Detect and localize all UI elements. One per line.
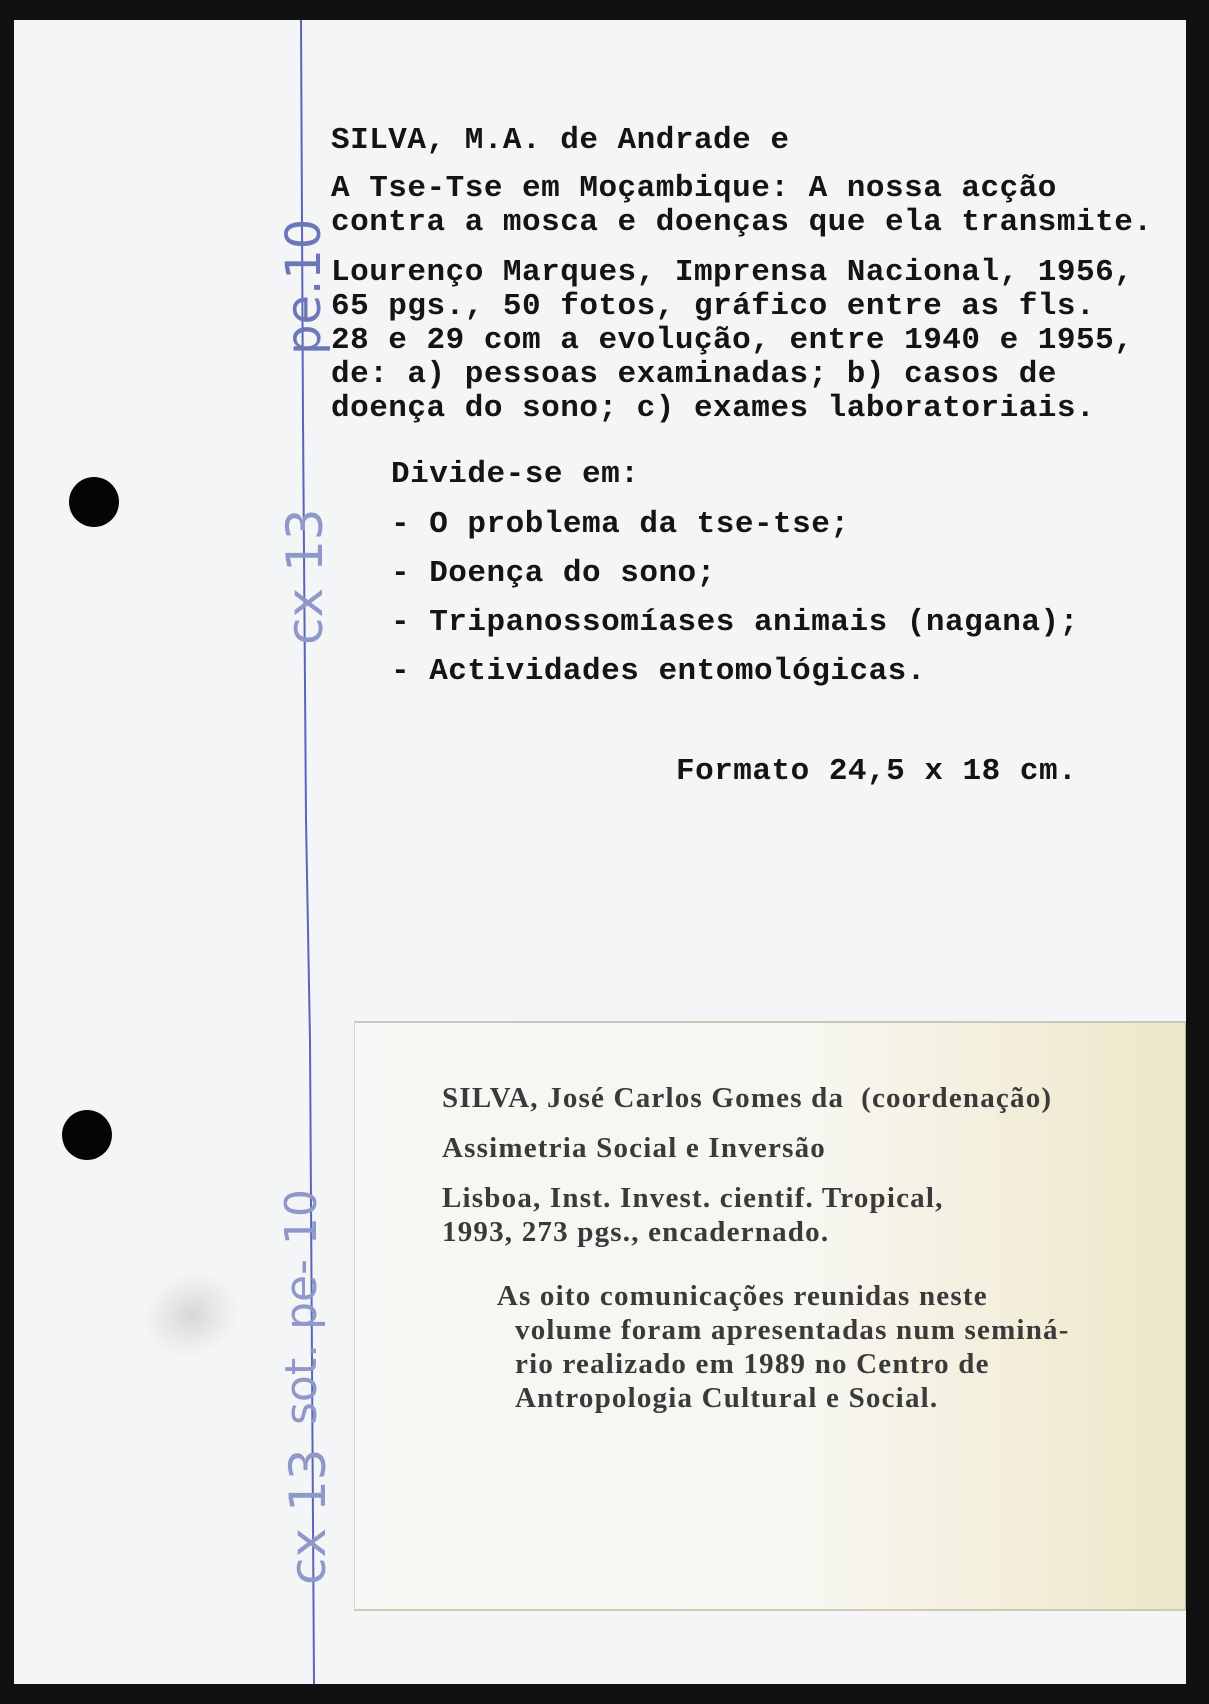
top-card-imprint-line-3: 28 e 29 com a evolução, entre 1940 e 1955, bbox=[331, 323, 1134, 358]
bottom-card-imprint-line-1: Lisboa, Inst. Invest. cientif. Tropical, bbox=[442, 1182, 944, 1214]
top-card-contents-item-3: - Tripanossomíases animais (nagana); bbox=[391, 605, 1079, 640]
top-card-contents-heading: Divide-se em: bbox=[391, 457, 640, 492]
top-card-contents-item-4: - Actividades entomológicas. bbox=[391, 654, 926, 689]
top-card-imprint-line-5: doença do sono; c) exames laboratoriais. bbox=[331, 391, 1096, 426]
punch-hole-top bbox=[69, 477, 119, 527]
top-card-imprint-line-4: de: a) pessoas examinadas; b) casos de bbox=[331, 357, 1057, 392]
top-card-title-line-2: contra a mosca e doenças que ela transmite. bbox=[331, 205, 1153, 240]
archive-sheet bbox=[14, 20, 1186, 1684]
bottom-card-note-line-1: As oito comunicações reunidas neste bbox=[490, 1280, 988, 1312]
bottom-card-note-line-3: rio realizado em 1989 no Centro de bbox=[515, 1348, 990, 1380]
top-card-title-line-1: A Tse-Tse em Moçambique: A nossa acção bbox=[331, 171, 1057, 206]
bottom-card-note-line-2: volume foram apresentadas num seminá- bbox=[515, 1314, 1070, 1346]
punch-hole-bottom bbox=[62, 1110, 112, 1160]
pasted-catalog-card bbox=[354, 1021, 1186, 1611]
bottom-card-title: Assimetria Social e Inversão bbox=[442, 1132, 826, 1164]
top-card-imprint-line-2: 65 pgs., 50 fotos, gráfico entre as fls. bbox=[331, 289, 1096, 324]
top-card-contents-item-2: - Doença do sono; bbox=[391, 556, 716, 591]
bottom-card-note-line-4: Antropologia Cultural e Social. bbox=[515, 1382, 939, 1414]
top-card-imprint-line-1: Lourenço Marques, Imprensa Nacional, 1956, bbox=[331, 255, 1134, 290]
handwritten-box-bottom: cx 13 bbox=[279, 1448, 337, 1585]
handwritten-box-top: cx 13 bbox=[276, 508, 334, 645]
top-card-contents-item-1: - O problema da tse-tse; bbox=[391, 507, 850, 542]
handwritten-shelf-code-top: pe.10 bbox=[276, 218, 332, 355]
handwritten-shelf-code-bottom: sot. pe- 10 bbox=[276, 1189, 327, 1425]
top-card-format: Formato 24,5 x 18 cm. bbox=[676, 754, 1078, 789]
top-card-author: SILVA, M.A. de Andrade e bbox=[331, 123, 790, 158]
bottom-card-author: SILVA, José Carlos Gomes da (coordenação) bbox=[442, 1082, 1053, 1114]
bottom-card-imprint-line-2: 1993, 273 pgs., encadernado. bbox=[442, 1216, 830, 1248]
